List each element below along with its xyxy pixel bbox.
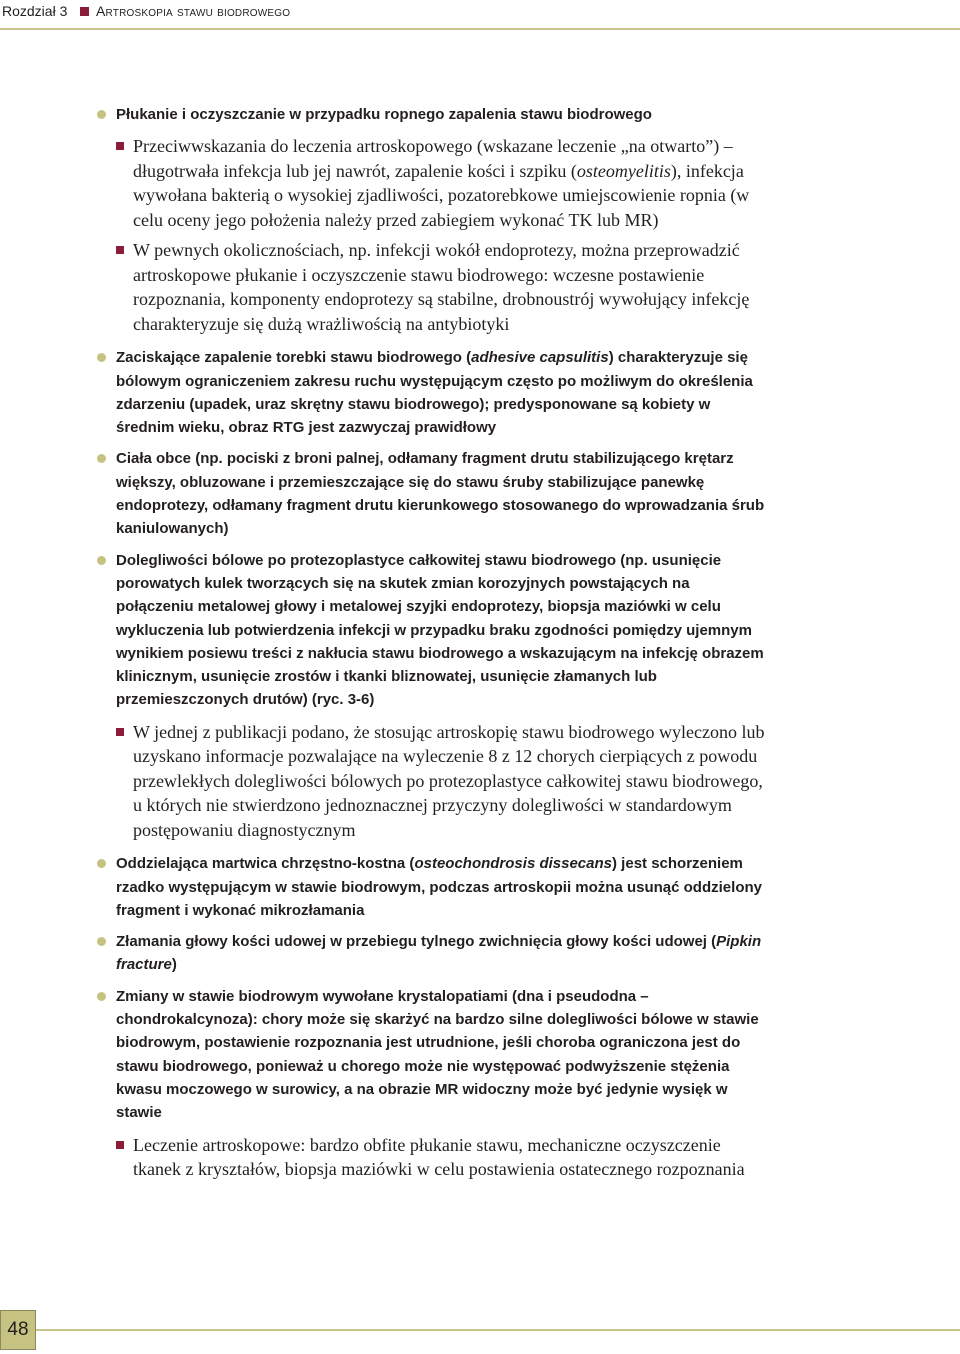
bullet-dot-icon [97, 859, 106, 868]
header-square-icon [80, 7, 89, 16]
item-italic: adhesive capsulitis [471, 349, 609, 367]
sub-item-italic: osteomyelitis [576, 160, 671, 181]
list-item-foreign-bodies [97, 447, 769, 540]
bullet-dot-icon [97, 937, 106, 946]
list-item-osteochondrosis [97, 852, 769, 922]
sub-item-text: W pewnych okolicznościach, np. infekcji wokół endoprotezy, można przeprowadzić artroskopowe płukanie i oczyszczenie stawu biodrowego: wczesne postawienie rozpoznania, komponenty endoprotezy są stabilne, drobnoustrój wywołujący infekcję charakteryzuje się dużą wrażliwością na antybiotyki [133, 240, 750, 334]
sub-item-circumstances [116, 238, 769, 336]
item-text: Ciała obce (np. pociski z broni palnej, odłamany fragment drutu stabilizującego krętarz większy, obluzowane i przemieszczające się do stawu śruby stabilizujące panewkę endoprotezy, odłamany fragment drutu kierunkowego stosowanego do wprowadzania śrub kaniulowanych) [116, 450, 765, 538]
header-rule [0, 28, 960, 30]
bullet-dot-icon [97, 353, 106, 362]
list-item-crystalopathies [97, 985, 769, 1125]
bullet-square-icon [116, 246, 124, 254]
item-text: Zaciskające zapalenie torebki stawu biodrowego ( [116, 349, 472, 367]
sub-list [116, 1133, 769, 1182]
sub-list [116, 134, 769, 336]
sub-item-text: Przeciwwskazania do leczenia artroskopowego (wskazane leczenie „na otwarto”) – długotrwała infekcja lub jej nawrót, zapalenie kości i szpiku ( [133, 136, 733, 181]
sub-list [116, 720, 769, 843]
item-text: Płukanie i oczyszczanie w przypadku ropnego zapalenia stawu biodrowego [116, 106, 652, 123]
item-text: Złamania głowy kości udowej w przebiegu tylnego zwichnięcia głowy kości udowej ( [116, 933, 717, 951]
list-item-rinsing [97, 103, 769, 126]
sub-item-text: Leczenie artroskopowe: bardzo obfite płukanie stawu, mechaniczne oczyszczenie tkanek z kryształów, biopsja maziówki w celu postawienia ostatecznego rozpoznania [133, 1134, 745, 1180]
bullet-square-icon [116, 142, 124, 150]
sub-item-text: ), infekcja wywołana bakterią o wysokiej zjadliwości, pozatorebkowe umiejscowienie ropnia (w celu oceny jego położenia należy przed zabiegiem wykonać TK lub MR) [133, 160, 750, 230]
item-text: ) [171, 956, 177, 974]
list-item-pipkin-fracture [97, 930, 769, 977]
running-header [0, 0, 960, 28]
bullet-dot-icon [97, 110, 106, 119]
sub-item-contraindications [116, 134, 769, 232]
chapter-title: Artroskopia stawu biodrowego [96, 3, 291, 19]
bullet-square-icon [116, 1141, 124, 1149]
item-italic: Pipkin fracture [116, 933, 762, 974]
item-text: Oddzielająca martwica chrzęstno-kostna ( [116, 855, 415, 873]
item-text: Dolegliwości bólowe po protezoplastyce całkowitej stawu biodrowego (np. usunięcie porowatych kulek tworzących się na skutek zmian korozyjnych powstających na połączeniu metalowej głowy i metalowej szyjki endoprotezy, biopsja maziówki w celu wykluczenia lub potwierdzenia infekcji w przypadku braku zgodności pomiędzy ujemnym wynikiem posiewu treści z nakłucia stawu biodrowego a wskazującym na infekcję obrazem klinicznym, usunięcie zrostów i tkanki bliznowatej, usunięcie złamanych lub przemieszczonych drutów) (ryc. 3-6) [116, 551, 764, 709]
bullet-dot-icon [97, 454, 106, 463]
bullet-dot-icon [97, 556, 106, 565]
list-item-pain-after-arthroplasty [97, 549, 769, 712]
sub-item-treatment [116, 1133, 769, 1182]
item-text: Zmiany w stawie biodrowym wywołane krystalopatiami (dna i pseudodna – chondrokalcynoza): chory może się skarżyć na bardzo silne dolegliwości bólowe w stawie biodrowym, postawienie rozpoznania jest utrudnione, jeśli choroba ograniczona jest do stawu biodrowego, ponieważ u chorego może nie występować podwyższenie stężenia kwasu moczowego w surowicy, a na obrazie MR widoczny może być jedynie wysięk w stawie [116, 987, 759, 1122]
item-text: ) charakteryzuje się bólowym ograniczeniem zakresu ruchu występującym często po możliwym do określenia zdarzeniu (upadek, uraz skrętny stawu biodrowego); predysponowane są kobiety w średnim wieku, obraz RTG jest zazwyczaj prawidłowy [116, 349, 753, 437]
bullet-dot-icon [97, 992, 106, 1001]
item-text: ) jest schorzeniem rzadko występującym w stawie biodrowym, podczas artroskopii można usunąć oddzielony fragment i wykonać mikrozłamania [116, 855, 762, 919]
bullet-square-icon [116, 728, 124, 736]
item-italic: osteochondrosis dissecans [414, 855, 613, 873]
sub-item-publication [116, 720, 769, 843]
list-item-adhesive-capsulitis [97, 346, 769, 439]
sub-item-text: W jednej z publikacji podano, że stosując artroskopię stawu biodrowego wyleczono lub uzyskano informacje pozwalające na wyleczenie 8 z 12 chorych cierpiących z powodu przewlekłych dolegliwości bólowych po protezoplastyce całkowitej stawu biodrowego, u których nie stwierdzono jednoznacznej przyczyny dolegliwości w standardowym postępowaniu diagnostycznym [133, 721, 765, 840]
chapter-label: Rozdział 3 [2, 3, 68, 19]
page-number: 48 [0, 1310, 36, 1350]
footer-rule [36, 1329, 960, 1331]
main-content [97, 103, 769, 1192]
